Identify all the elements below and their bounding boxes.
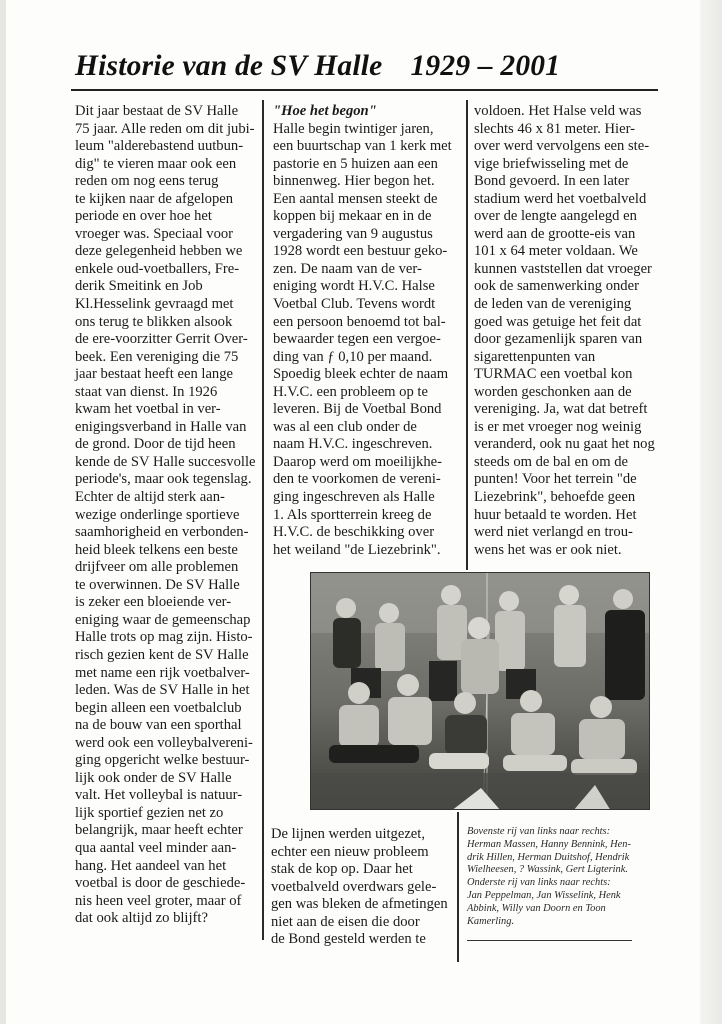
text-line: vroeger was. Speciaal voor bbox=[75, 225, 234, 242]
team-photo-image bbox=[311, 573, 650, 810]
text-line: wezige onderlinge sportieve bbox=[75, 506, 240, 523]
text-column-1 bbox=[75, 103, 255, 928]
text-column-2 bbox=[273, 103, 458, 559]
text-line: worden geschonken aan de bbox=[474, 383, 632, 400]
text-column-2-body bbox=[273, 121, 458, 560]
text-line: zen. De naam van de ver- bbox=[273, 260, 422, 277]
text-line: reden om nog eens terug bbox=[75, 173, 219, 190]
text-line: voetbal is door de geschiede- bbox=[75, 875, 246, 892]
text-line: Abbink, Willy van Doorn en Toon bbox=[467, 902, 606, 914]
text-line: ons terug te blikken alsook bbox=[75, 313, 233, 330]
text-line: werd ook een volleybalvereni- bbox=[75, 734, 253, 751]
text-line: enkele oud-voetballers, Fre- bbox=[75, 260, 240, 277]
text-line: De lijnen werden uitgezet, bbox=[271, 826, 425, 842]
title-text: Historie van de SV Halle bbox=[75, 50, 383, 82]
text-line: TURMAC een voetbal kon bbox=[474, 366, 633, 383]
text-line: bewaarder tegen een vergoe- bbox=[273, 331, 441, 348]
text-line: slechts 46 x 81 meter. Hier- bbox=[474, 120, 636, 137]
text-line: was al een club onder de bbox=[273, 418, 417, 435]
text-line: Kl.Hesselink gevraagd met bbox=[75, 296, 234, 313]
text-line: risch gezien kent de SV Halle bbox=[75, 646, 249, 663]
text-line: te kijken naar de afgelopen bbox=[75, 190, 234, 207]
text-line: binnenweg. Hier begon het. bbox=[273, 173, 435, 190]
text-column-2-continued bbox=[271, 826, 456, 949]
text-line: gen was bleken de afmetingen bbox=[271, 896, 448, 913]
text-line: de leden van de vereniging bbox=[474, 296, 632, 313]
text-line: drik Hillen, Herman Duitshof, Hendrik bbox=[467, 851, 630, 863]
text-line: periode's, maar ook tegenslag. bbox=[75, 471, 252, 488]
text-line: dig" te vieren maar ook een bbox=[75, 155, 237, 172]
text-line: den te voorkomen de vereni- bbox=[273, 471, 441, 488]
text-line: stadium werd het voetbalveld bbox=[474, 190, 647, 207]
text-line: naam H.V.C. ingeschreven. bbox=[273, 436, 433, 453]
text-line: belangrijk, maar heeft echter bbox=[75, 822, 243, 839]
text-line: begin alleen een voetbalclub bbox=[75, 699, 242, 716]
text-line: enigingsverband in Halle van bbox=[75, 418, 247, 435]
text-line: kwam het voetbal in ver- bbox=[75, 401, 221, 418]
text-line: de ere-voorzitter Gerrit Over- bbox=[75, 331, 248, 348]
text-line: Onderste rij van links naar rechts: bbox=[467, 877, 611, 889]
text-line: kende de SV Halle succesvolle bbox=[75, 453, 256, 470]
text-line: ging opgericht welke bestuur- bbox=[75, 752, 250, 769]
team-photo bbox=[310, 572, 650, 810]
text-line: de grond. Door de tijd heen bbox=[75, 436, 236, 453]
text-line: steeds om de bal en om de bbox=[474, 453, 629, 470]
text-line: derik Smeitink en Job bbox=[75, 278, 203, 295]
text-line: na de bouw van een sporthal bbox=[75, 717, 242, 734]
text-line: Bovenste rij van links naar rechts: bbox=[467, 826, 611, 837]
title-underline bbox=[71, 89, 658, 91]
text-line: beek. Een vereniging die 75 bbox=[75, 348, 239, 365]
article-title bbox=[75, 50, 655, 90]
text-line: ging ingeschreven als Halle bbox=[273, 489, 435, 506]
text-line: nis heen veel groter, maar of bbox=[75, 892, 242, 909]
text-line: Jan Peppelman, Jan Wisselink, Henk bbox=[467, 889, 621, 901]
text-line: leveren. Bij de Voetbal Bond bbox=[273, 401, 442, 418]
text-line: 75 jaar. Alle reden om dit jubi- bbox=[75, 120, 255, 137]
text-line: valt. Het volleybal is natuur- bbox=[75, 787, 243, 804]
text-line: Dit jaar bestaat de SV Halle bbox=[75, 103, 239, 119]
text-line: Halle trots op mag zijn. Histo- bbox=[75, 629, 253, 646]
text-line: H.V.C. een probleem op te bbox=[273, 383, 428, 400]
text-line: periode en over hoe het bbox=[75, 208, 212, 225]
text-line: voetbalveld overdwars gele- bbox=[271, 878, 437, 895]
text-line: kunnen vaststellen dat vroeger bbox=[474, 260, 652, 277]
text-line: hang. Het aandeel van het bbox=[75, 857, 227, 874]
text-line: deze gelegenheid hebben we bbox=[75, 243, 243, 260]
text-line: met name een rijk voetbalver- bbox=[75, 664, 250, 681]
text-line: een persoon benoemd tot bal- bbox=[273, 313, 446, 330]
text-line: de Bond gesteld werden te bbox=[271, 931, 426, 948]
text-line: 1928 wordt een bestuur geko- bbox=[273, 243, 448, 260]
text-line: jaar bestaat heeft een lange bbox=[75, 366, 234, 383]
text-line: ding van ƒ 0,10 per maand. bbox=[273, 348, 433, 365]
text-line: eniging wordt H.V.C. Halse bbox=[273, 278, 435, 295]
text-line: leum "alderebastend uutbun- bbox=[75, 138, 244, 155]
text-line: Daarop werd om moeilijkhe- bbox=[273, 453, 442, 470]
text-line: over de lengte aangelegd en bbox=[474, 208, 637, 225]
text-line: te overwinnen. De SV Halle bbox=[75, 576, 240, 593]
text-line: sigarettenpunten van bbox=[474, 348, 596, 365]
section-subheading: "Hoe het begon" bbox=[273, 103, 377, 119]
text-line: Liezebrink", behoefde geen bbox=[474, 489, 636, 506]
text-line: dat ook altijd zo blijft? bbox=[75, 910, 208, 927]
text-line: Herman Massen, Hanny Bennink, Hen- bbox=[467, 838, 631, 850]
text-line: qua aantal veel minder aan- bbox=[75, 839, 237, 856]
text-line: Spoedig bleek echter de naam bbox=[273, 366, 449, 383]
text-line: 1. Als sportterrein kreeg de bbox=[273, 506, 432, 523]
text-line: Bond gevoerd. In een later bbox=[474, 173, 630, 190]
text-line: 101 x 64 meter voldaan. We bbox=[474, 243, 638, 260]
text-line: werd aan de grootte-eis van bbox=[474, 225, 636, 242]
text-line: Kamerling. bbox=[467, 915, 515, 927]
text-line: Voetbal Club. Tevens wordt bbox=[273, 296, 436, 313]
text-line: Halle begin twintiger jaren, bbox=[273, 120, 434, 137]
text-line: werd niet verlangd en trou- bbox=[474, 524, 633, 541]
text-line: Een aantal mensen steekt de bbox=[273, 190, 438, 207]
text-column-3 bbox=[474, 103, 655, 559]
column-divider bbox=[457, 812, 459, 962]
text-line: eniging waar de gemeenschap bbox=[75, 611, 251, 628]
text-line: over werd vervolgens een ste- bbox=[474, 138, 650, 155]
text-line: een buurtschap van 1 kerk met bbox=[273, 138, 452, 155]
text-line: vige briefwisseling met de bbox=[474, 155, 629, 172]
text-line: lijk ook onder de SV Halle bbox=[75, 769, 232, 786]
column-divider bbox=[262, 100, 264, 940]
text-line: Echter de altijd sterk aan- bbox=[75, 489, 225, 506]
text-line: echter een nieuw probleem bbox=[271, 843, 429, 860]
text-line: saamhorigheid en verbonden- bbox=[75, 524, 249, 541]
text-line: is zeker een bloeiende ver- bbox=[75, 594, 232, 611]
text-line: vereniging. Ja, wat dat betreft bbox=[474, 401, 648, 418]
text-line: staat van dienst. In 1926 bbox=[75, 383, 218, 400]
column-divider bbox=[466, 100, 468, 570]
text-line: door gezamenlijk sparen van bbox=[474, 331, 643, 348]
text-line: voldoen. Het Halse veld was bbox=[474, 103, 642, 119]
photo-caption bbox=[467, 826, 667, 928]
text-line: niet aan de eisen die door bbox=[271, 913, 420, 930]
text-line: is er met vroeger nog weinig bbox=[474, 418, 642, 435]
text-line: leden. Was de SV Halle in het bbox=[75, 682, 250, 699]
text-line: drijfveer om alle problemen bbox=[75, 559, 239, 576]
text-line: veranderd, ook nu gaat het nog bbox=[474, 436, 655, 453]
text-line: pastorie en 5 huizen aan een bbox=[273, 155, 438, 172]
text-line: punten! Voor het terrein "de bbox=[474, 471, 637, 488]
text-line: het weiland "de Liezebrink". bbox=[273, 541, 441, 558]
text-line: H.V.C. de beschikking over bbox=[273, 524, 435, 541]
text-line: wens het was er ook niet. bbox=[474, 541, 622, 558]
text-line: heid bleek telkens een beste bbox=[75, 541, 238, 558]
text-line: lijk sportief gezien net zo bbox=[75, 804, 224, 821]
caption-underline bbox=[467, 940, 632, 941]
text-line: goed was getuige het feit dat bbox=[474, 313, 642, 330]
title-years: 1929 – 2001 bbox=[410, 50, 561, 82]
text-line: stak de kop op. Daar het bbox=[271, 861, 413, 878]
text-line: koppen bij mekaar en in de bbox=[273, 208, 432, 225]
text-line: ook de samenwerking onder bbox=[474, 278, 639, 295]
text-line: vergadering van 9 augustus bbox=[273, 225, 433, 242]
text-line: Wielheesen, ? Wassink, Gert Ligterink. bbox=[467, 864, 628, 876]
text-line: huur betaald te worden. Het bbox=[474, 506, 637, 523]
